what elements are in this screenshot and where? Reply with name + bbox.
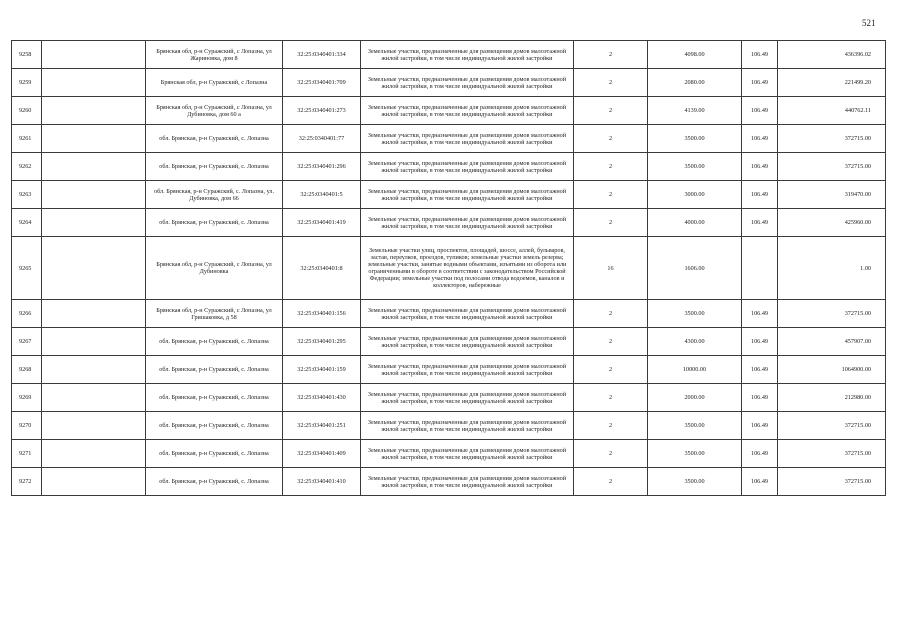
table-row <box>12 41 886 69</box>
row-number: 9259 <box>12 69 42 97</box>
rate-cell: 106.49 <box>742 384 778 412</box>
cadastral-value-cell: 457907.00 <box>778 328 886 356</box>
group-cell: 2 <box>574 41 648 69</box>
address-cell: обл. Брянская, р-н Суражский, с. Лопазна <box>146 328 283 356</box>
empty-cell <box>42 300 146 328</box>
row-number: 9261 <box>12 125 42 153</box>
address-cell: Брянская обл, р-н Суражский, с Лопазна, ул Дубиновка <box>146 237 283 300</box>
address-cell: обл. Брянская, р-н Суражский, с. Лопазна <box>146 153 283 181</box>
rate-cell: 106.49 <box>742 440 778 468</box>
land-use-cell: Земельные участки, предназначенные для размещения домов малоэтажной жилой застройки, в том числе индивидуальной жилой застройки <box>361 41 574 69</box>
land-use-cell: Земельные участки улиц, проспектов, площадей, шоссе, аллей, бульваров, застав, переулков, проездов, тупиков; земельные участки земель резерва; земельные участки, занятые водными объектами, изъятыми из оборота или ограниченными в обороте в соответствии с законодательством Российской Федерации; земельные участки под полосами отвода водоемов, каналов и коллекторов, набережные <box>361 237 574 300</box>
cadastral-number-cell: 32:25:0340401:334 <box>283 41 361 69</box>
empty-cell <box>42 328 146 356</box>
cadastral-value-cell: 440762.11 <box>778 97 886 125</box>
table-row <box>12 384 886 412</box>
area-cell: 10000.00 <box>648 356 742 384</box>
land-use-cell: Земельные участки, предназначенные для размещения домов малоэтажной жилой застройки, в том числе индивидуальной жилой застройки <box>361 209 574 237</box>
area-cell: 4139.00 <box>648 97 742 125</box>
address-cell: Брянская обл, р-н Суражский, с Лопазна <box>146 69 283 97</box>
empty-cell <box>42 384 146 412</box>
land-use-cell: Земельные участки, предназначенные для размещения домов малоэтажной жилой застройки, в том числе индивидуальной жилой застройки <box>361 97 574 125</box>
address-cell: обл. Брянская, р-н Суражский, с. Лопазна <box>146 440 283 468</box>
land-use-cell: Земельные участки, предназначенные для размещения домов малоэтажной жилой застройки, в том числе индивидуальной жилой застройки <box>361 468 574 496</box>
group-cell: 2 <box>574 468 648 496</box>
group-cell: 2 <box>574 97 648 125</box>
empty-cell <box>42 440 146 468</box>
cadastral-number-cell: 32:25:0340401:273 <box>283 97 361 125</box>
table-row <box>12 440 886 468</box>
area-cell: 3500.00 <box>648 412 742 440</box>
cadastral-number-cell: 32:25:0340401:419 <box>283 209 361 237</box>
group-cell: 2 <box>574 209 648 237</box>
rate-cell: 106.49 <box>742 125 778 153</box>
land-use-cell: Земельные участки, предназначенные для размещения домов малоэтажной жилой застройки, в том числе индивидуальной жилой застройки <box>361 440 574 468</box>
row-number: 9270 <box>12 412 42 440</box>
empty-cell <box>42 237 146 300</box>
address-cell: обл. Брянская, р-н Суражский, с. Лопазна <box>146 209 283 237</box>
rate-cell: 106.49 <box>742 468 778 496</box>
area-cell: 4300.00 <box>648 328 742 356</box>
empty-cell <box>42 356 146 384</box>
cadastral-value-cell: 1.00 <box>778 237 886 300</box>
table-row <box>12 300 886 328</box>
table-row <box>12 69 886 97</box>
rate-cell: 106.49 <box>742 412 778 440</box>
group-cell: 2 <box>574 125 648 153</box>
row-number: 9266 <box>12 300 42 328</box>
cadastral-number-cell: 32:25:0340401:77 <box>283 125 361 153</box>
cadastral-value-table <box>11 40 886 496</box>
rate-cell: 106.49 <box>742 328 778 356</box>
group-cell: 2 <box>574 384 648 412</box>
land-use-cell: Земельные участки, предназначенные для размещения домов малоэтажной жилой застройки, в том числе индивидуальной жилой застройки <box>361 125 574 153</box>
rate-cell: 106.49 <box>742 300 778 328</box>
address-cell: обл. Брянская, р-н Суражский, с. Лопазна <box>146 384 283 412</box>
area-cell: 3500.00 <box>648 440 742 468</box>
row-number: 9268 <box>12 356 42 384</box>
table-row <box>12 468 886 496</box>
group-cell: 2 <box>574 69 648 97</box>
empty-cell <box>42 468 146 496</box>
cadastral-number-cell: 32:25:0340401:410 <box>283 468 361 496</box>
address-cell: Брянская обл, р-н Суражский, с Лопазна, ул Жариновка, дом 8 <box>146 41 283 69</box>
cadastral-number-cell: 32:25:0340401:251 <box>283 412 361 440</box>
empty-cell <box>42 125 146 153</box>
area-cell: 2000.00 <box>648 384 742 412</box>
cadastral-value-cell: 372715.00 <box>778 440 886 468</box>
cadastral-value-cell: 319470.00 <box>778 181 886 209</box>
row-number: 9271 <box>12 440 42 468</box>
table-row <box>12 181 886 209</box>
land-use-cell: Земельные участки, предназначенные для размещения домов малоэтажной жилой застройки, в том числе индивидуальной жилой застройки <box>361 153 574 181</box>
empty-cell <box>42 209 146 237</box>
empty-cell <box>42 69 146 97</box>
cadastral-value-cell: 436396.02 <box>778 41 886 69</box>
cadastral-value-cell: 1064900.00 <box>778 356 886 384</box>
cadastral-value-cell: 221499.20 <box>778 69 886 97</box>
rate-cell: 106.49 <box>742 97 778 125</box>
row-number: 9264 <box>12 209 42 237</box>
empty-cell <box>42 153 146 181</box>
empty-cell <box>42 181 146 209</box>
area-cell: 4098.00 <box>648 41 742 69</box>
empty-cell <box>42 412 146 440</box>
table-row <box>12 153 886 181</box>
empty-cell <box>42 97 146 125</box>
land-use-cell: Земельные участки, предназначенные для размещения домов малоэтажной жилой застройки, в том числе индивидуальной жилой застройки <box>361 300 574 328</box>
rate-cell: 106.49 <box>742 181 778 209</box>
cadastral-number-cell: 32:25:0340401:709 <box>283 69 361 97</box>
group-cell: 16 <box>574 237 648 300</box>
page-number: 521 <box>862 18 876 28</box>
table-body <box>12 41 886 496</box>
land-use-cell: Земельные участки, предназначенные для размещения домов малоэтажной жилой застройки, в том числе индивидуальной жилой застройки <box>361 328 574 356</box>
cadastral-number-cell: 32:25:0340401:295 <box>283 328 361 356</box>
cadastral-number-cell: 32:25:0340401:409 <box>283 440 361 468</box>
table-row <box>12 237 886 300</box>
cadastral-number-cell: 32:25:0340401:156 <box>283 300 361 328</box>
rate-cell: 106.49 <box>742 356 778 384</box>
cadastral-number-cell: 32:25:0340401:8 <box>283 237 361 300</box>
address-cell: обл. Брянская, р-н Суражский, с. Лопазна <box>146 468 283 496</box>
area-cell: 4000.00 <box>648 209 742 237</box>
group-cell: 2 <box>574 440 648 468</box>
area-cell: 3500.00 <box>648 468 742 496</box>
row-number: 9263 <box>12 181 42 209</box>
land-use-cell: Земельные участки, предназначенные для размещения домов малоэтажной жилой застройки, в том числе индивидуальной жилой застройки <box>361 69 574 97</box>
empty-cell <box>42 41 146 69</box>
area-cell: 1606.00 <box>648 237 742 300</box>
row-number: 9269 <box>12 384 42 412</box>
table-row <box>12 209 886 237</box>
row-number: 9260 <box>12 97 42 125</box>
land-use-cell: Земельные участки, предназначенные для размещения домов малоэтажной жилой застройки, в том числе индивидуальной жилой застройки <box>361 181 574 209</box>
land-use-cell: Земельные участки, предназначенные для размещения домов малоэтажной жилой застройки, в том числе индивидуальной жилой застройки <box>361 384 574 412</box>
cadastral-number-cell: 32:25:0340401:5 <box>283 181 361 209</box>
area-cell: 3000.00 <box>648 181 742 209</box>
land-use-cell: Земельные участки, предназначенные для размещения домов малоэтажной жилой застройки, в том числе индивидуальной жилой застройки <box>361 356 574 384</box>
area-cell: 3500.00 <box>648 125 742 153</box>
cadastral-value-cell: 372715.00 <box>778 412 886 440</box>
area-cell: 3500.00 <box>648 153 742 181</box>
group-cell: 2 <box>574 181 648 209</box>
cadastral-value-cell: 372715.00 <box>778 153 886 181</box>
cadastral-number-cell: 32:25:0340401:159 <box>283 356 361 384</box>
address-cell: обл. Брянская, р-н Суражский, с. Лопазна <box>146 412 283 440</box>
row-number: 9267 <box>12 328 42 356</box>
rate-cell: 106.49 <box>742 69 778 97</box>
group-cell: 2 <box>574 300 648 328</box>
table-row <box>12 412 886 440</box>
rate-cell: 106.49 <box>742 153 778 181</box>
group-cell: 2 <box>574 153 648 181</box>
rate-cell: 106.49 <box>742 41 778 69</box>
table-row <box>12 356 886 384</box>
row-number: 9258 <box>12 41 42 69</box>
group-cell: 2 <box>574 328 648 356</box>
group-cell: 2 <box>574 412 648 440</box>
address-cell: Брянская обл, р-н Суражский, с Лопазна, ул Дубиновка, дом 60 а <box>146 97 283 125</box>
row-number: 9265 <box>12 237 42 300</box>
table-row <box>12 328 886 356</box>
rate-cell: 106.49 <box>742 209 778 237</box>
address-cell: обл. Брянская, р-н Суражский, с. Лопазна <box>146 125 283 153</box>
table-row <box>12 97 886 125</box>
cadastral-value-cell: 212980.00 <box>778 384 886 412</box>
land-use-cell: Земельные участки, предназначенные для размещения домов малоэтажной жилой застройки, в том числе индивидуальной жилой застройки <box>361 412 574 440</box>
group-cell: 2 <box>574 356 648 384</box>
table-row <box>12 125 886 153</box>
address-cell: Брянская обл, р-н Суражский, с Лопазна, ул Гришаковка, д 58 <box>146 300 283 328</box>
row-number: 9262 <box>12 153 42 181</box>
cadastral-number-cell: 32:25:0340401:296 <box>283 153 361 181</box>
cadastral-value-cell: 425960.00 <box>778 209 886 237</box>
address-cell: обл. Брянская, р-н Суражский, с. Лопазна, ул. Дубиновка, дом 66 <box>146 181 283 209</box>
area-cell: 2080.00 <box>648 69 742 97</box>
cadastral-value-cell: 372715.00 <box>778 125 886 153</box>
rate-cell <box>742 237 778 300</box>
area-cell: 3500.00 <box>648 300 742 328</box>
row-number: 9272 <box>12 468 42 496</box>
cadastral-value-cell: 372715.00 <box>778 468 886 496</box>
cadastral-number-cell: 32:25:0340401:430 <box>283 384 361 412</box>
cadastral-value-cell: 372715.00 <box>778 300 886 328</box>
address-cell: обл. Брянская, р-н Суражский, с. Лопазна <box>146 356 283 384</box>
